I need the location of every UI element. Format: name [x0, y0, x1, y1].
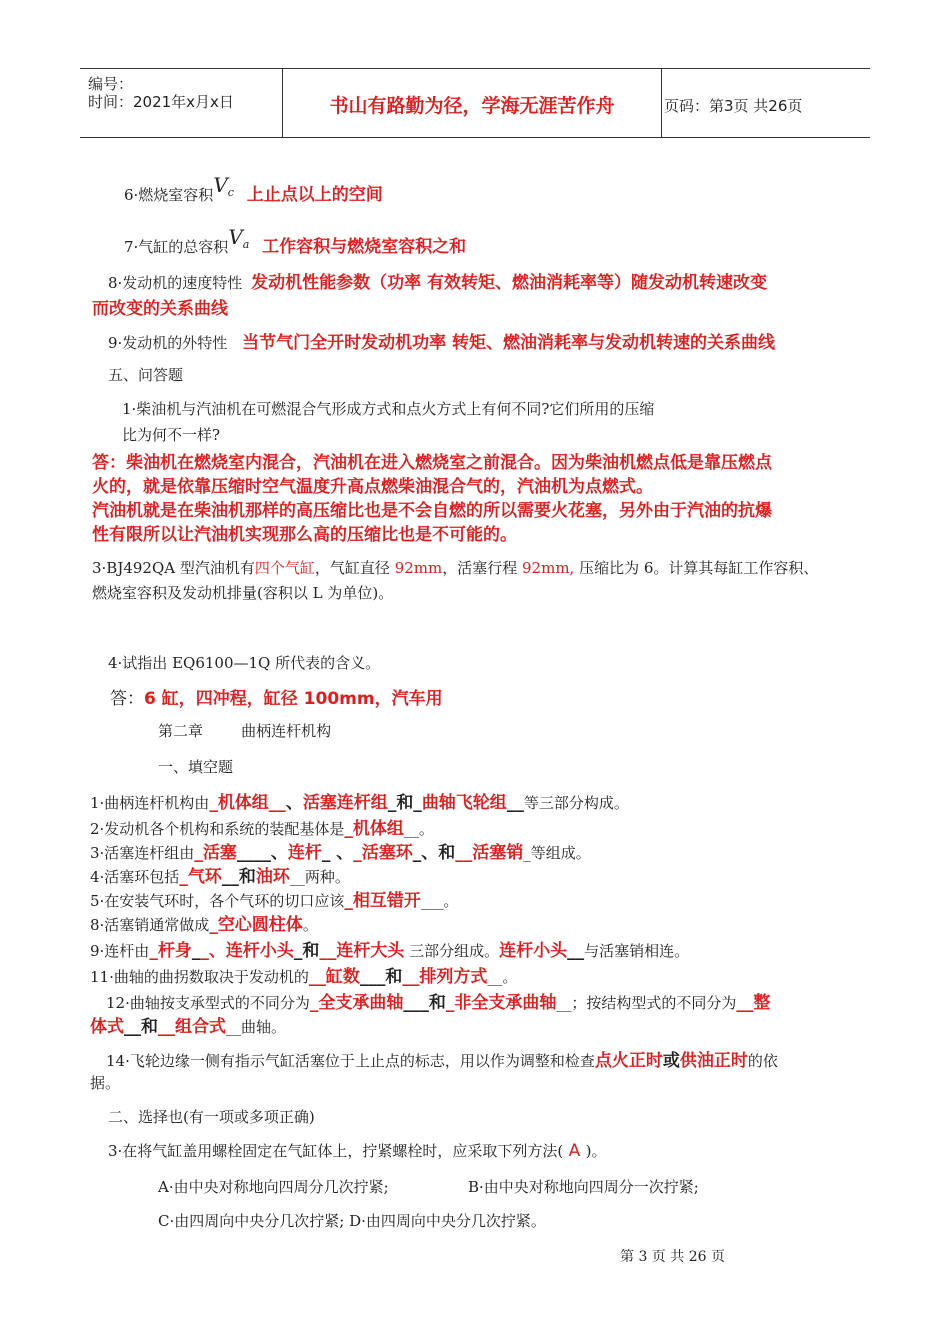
fill-answer: 体式 — [90, 1017, 124, 1037]
fill-answer: 点火正时 — [594, 1051, 663, 1071]
option-cd: C·由四周向中央分几次拧紧; D·由四周向中央分几次拧紧。 — [158, 1212, 546, 1230]
fill-text: __和 — [221, 867, 256, 887]
q3-line2: 燃烧室容积及发动机排量(容积以 L 为单位)。 — [92, 584, 394, 602]
fill-text: _等组成。 — [523, 844, 591, 862]
fill-answer: _机体组__ — [209, 793, 286, 813]
header-page-cell — [662, 69, 870, 137]
motto: 书山有路勤为径，学海无涯苦作舟 — [329, 95, 615, 117]
fill-text: 12·曲轴按支承型式的不同分为 — [106, 994, 310, 1012]
def-9-answer: 当节气门全开时发动机功率 转矩、燃油消耗率与发动机转速的关系曲线 — [242, 333, 776, 353]
page-label: 页码：第3页 共26页 — [664, 97, 803, 115]
fill-answer: __组合式 — [158, 1017, 226, 1037]
fill-text: _ — [191, 941, 201, 961]
number-label: 编号： — [88, 75, 134, 93]
q3-text: 3·BJ492QA 型汽油机有 — [92, 559, 255, 577]
header-info-cell — [80, 69, 283, 137]
def-6-symbol: V — [213, 173, 228, 197]
fill-text: 、 — [270, 843, 288, 863]
fill-answer: _杆身 — [149, 941, 192, 961]
fill-answer: _机体组 — [344, 819, 404, 839]
fill-4 — [90, 862, 350, 887]
fill-14-cont: 据。 — [90, 1074, 121, 1092]
fill-answer: _空心圆柱体 — [209, 915, 303, 935]
q3-text: ，活塞行程 — [442, 559, 523, 577]
fill-answer: 活塞连杆组 — [302, 793, 388, 813]
fill-2 — [90, 814, 434, 839]
fill-text: _和_ — [387, 793, 422, 813]
a1-line1: 答：柴油机在燃烧室内混合，汽油机在进入燃烧室之前混合。因为柴油机燃点低是靠压燃点 — [92, 453, 772, 473]
fill-answer: __活塞销 — [455, 843, 524, 863]
a4-line — [110, 684, 443, 709]
a1-line2: 火的，就是依靠压缩时空气温度升高点燃柴油混合气的，汽油机为点燃式。 — [92, 477, 653, 497]
fill-text: 、和 — [421, 843, 456, 863]
def-6 — [124, 173, 383, 205]
fill-answer: 连杆 — [287, 843, 322, 863]
fill-answer: _活塞 — [194, 843, 237, 863]
def-8-answer-cont: 而改变的关系曲线 — [92, 299, 228, 319]
fill-answer: _相互错开 — [344, 891, 421, 911]
page-footer: 第 3 页 共 26 页 — [620, 1249, 725, 1265]
a4-answer: 6 缸，四冲程，缸径 100mm，汽车用 — [144, 689, 443, 709]
def-7-subscript: a — [242, 238, 250, 251]
choice-3 — [108, 1140, 606, 1161]
q3-cylinders: 四个气缸 — [254, 559, 315, 577]
fill-1 — [90, 788, 629, 813]
fill-text: ____ — [236, 843, 271, 863]
fill-answer: _气环 — [179, 867, 222, 887]
fill-text: 8·活塞销通常做成 — [90, 916, 210, 934]
q1-line2: 比为何不一样? — [122, 426, 221, 444]
header-motto-cell — [283, 69, 662, 137]
fill-text: 或 — [662, 1051, 680, 1071]
fill-text: 三部分组成。 — [404, 942, 500, 960]
fill-answer: _活塞环 — [353, 843, 413, 863]
choice-3-text: )。 — [585, 1142, 607, 1160]
fill-answer: 供油正时 — [679, 1051, 748, 1071]
def-7-symbol: V — [228, 225, 243, 249]
def-6-label: 6·燃烧室容积 — [124, 186, 214, 204]
fill-answer: __连杆大头 — [319, 941, 405, 961]
choice-title: 二、选择也(有一项或多项正确) — [108, 1108, 315, 1126]
def-9 — [108, 328, 775, 353]
def-6-subscript: c — [227, 186, 234, 199]
fill-3 — [90, 838, 591, 863]
fill-text: 与活塞销相连。 — [584, 942, 690, 960]
fill-12-cont — [90, 1012, 286, 1037]
q3-stroke: 92mm, — [522, 559, 575, 577]
fill-answer: _、 — [200, 941, 226, 961]
def-8-answer: 发动机性能参数（功率 有效转矩、燃油消耗率等）随发动机转速改变 — [251, 273, 768, 293]
fill-8 — [90, 910, 318, 935]
def-8-label: 8·发动机的速度特性 — [108, 274, 243, 292]
fill-answer: _全支承曲轴 — [309, 993, 404, 1013]
def-6-answer: 上止点以上的空间 — [246, 185, 383, 205]
page-header — [80, 68, 870, 138]
fill-text: 的依 — [747, 1052, 778, 1070]
fill-text: 1·曲柄连杆机构由 — [90, 794, 210, 812]
fill-text: 3·活塞连杆组由 — [90, 844, 195, 862]
choice-3-text: 3·在将气缸盖用螺栓固定在气缸体上，拧紧螺栓时，应采取下列方法( — [108, 1142, 564, 1160]
a1-line4: 性有限所以让汽油机实现那么高的压缩比也是不可能的。 — [92, 525, 517, 545]
fill-answer: 曲轴飞轮组 — [421, 793, 507, 813]
q3-text: ，气缸直径 — [314, 559, 395, 577]
fill-text: 。 — [302, 916, 318, 934]
fill-9 — [90, 936, 689, 961]
a1-line3: 汽油机就是在柴油机那样的高压缩比也是不会自燃的所以需要火花塞，另外由于汽油的抗爆 — [92, 501, 772, 521]
section-5-title: 五、问答题 — [108, 366, 184, 384]
def-7-answer: 工作容积与燃烧室容积之和 — [262, 237, 467, 257]
chapter-2-title: 第二章 曲柄连杆机构 — [158, 722, 332, 740]
def-8 — [108, 268, 767, 293]
fill-text: ___和 — [403, 993, 446, 1013]
q3-text: 压缩比为 6。计算其每缸工作容积、 — [574, 559, 819, 577]
fill-text: 11·曲轴的曲拐数取决于发动机的 — [90, 968, 309, 986]
option-a: A·由中央对称地向四周分几次拧紧; — [158, 1178, 389, 1196]
fill-text: __；按结构型式的不同分为 — [556, 994, 737, 1012]
fill-text: _ — [412, 843, 422, 863]
fill-text: _ 、 — [321, 843, 354, 863]
fill-answer: __缸数 — [308, 967, 360, 987]
time-label: 时间：2021年x月x日 — [88, 93, 234, 111]
fill-text: 4·活塞环包括 — [90, 868, 180, 886]
fill-12 — [106, 988, 770, 1013]
fill-text: _和 — [293, 941, 320, 961]
fill-text: 、 — [285, 793, 303, 813]
fill-14 — [106, 1046, 778, 1071]
q3-bore: 92mm — [394, 559, 443, 577]
fill-text: __曲轴。 — [226, 1018, 287, 1036]
fill-answer: 连杆小头 — [225, 941, 294, 961]
fill-text: __两种。 — [289, 868, 350, 886]
fill-text: 2·发动机各个机构和系统的装配基体是 — [90, 820, 345, 838]
fill-text: 9·连杆由 — [90, 942, 150, 960]
fill-text: __ — [567, 941, 585, 961]
fill-answer: 连杆小头 — [499, 941, 568, 961]
option-b: B·由中央对称地向四周分一次拧紧; — [468, 1178, 699, 1196]
q4: 4·试指出 EQ6100—1Q 所代表的含义。 — [108, 654, 381, 672]
fill-text: 等三部分构成。 — [523, 794, 629, 812]
fill-answer: 油环 — [255, 867, 290, 887]
fill-text: __。 — [403, 820, 434, 838]
fill-blank-title: 一、填空题 — [158, 758, 234, 776]
q1-line1: 1·柴油机与汽油机在可燃混合气形成方式和点火方式上有何不同?它们所用的压缩 — [122, 400, 655, 418]
def-7-label: 7·气缸的总容积 — [124, 238, 229, 256]
fill-text: __。 — [487, 968, 518, 986]
choice-3-answer: A — [563, 1141, 586, 1161]
fill-text: 14·飞轮边缘一侧有指示气缸活塞位于上止点的标志，用以作为调整和检查 — [106, 1052, 595, 1070]
a4-prefix: 答： — [110, 689, 144, 709]
q3-line1 — [92, 557, 818, 578]
def-9-label: 9·发动机的外特性 — [108, 334, 228, 352]
fill-answer: __排列方式 — [402, 967, 488, 987]
fill-text: 5·在安装气环时，各个气环的切口应该 — [90, 892, 345, 910]
fill-5 — [90, 886, 458, 911]
fill-text: __ — [506, 793, 524, 813]
fill-11 — [90, 962, 517, 987]
fill-text: ___。 — [420, 892, 459, 910]
fill-answer: __整 — [736, 993, 771, 1013]
fill-text: __和 — [124, 1017, 158, 1037]
fill-text: ___和 — [359, 967, 403, 987]
fill-answer: _非全支承曲轴 — [445, 993, 557, 1013]
def-7 — [124, 225, 467, 257]
